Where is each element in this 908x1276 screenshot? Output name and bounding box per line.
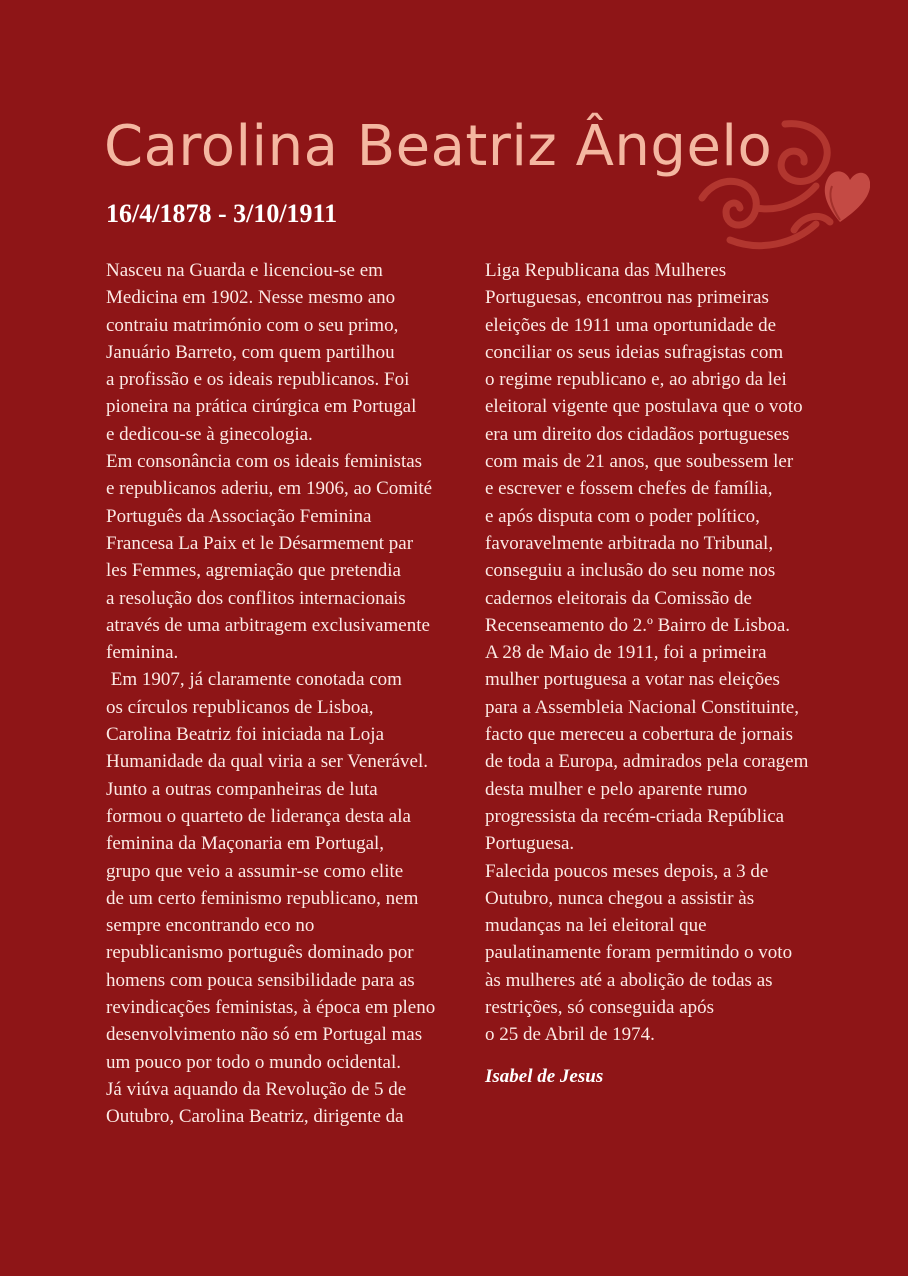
text-line: feminina. xyxy=(106,642,179,664)
text-line: e republicanos aderiu, em 1906, ao Comité xyxy=(106,478,433,500)
text-line: Humanidade da qual viria a ser Venerável. xyxy=(106,751,428,773)
text-line: revindicações feministas, à época em pleno xyxy=(106,997,436,1019)
text-line: Outubro, Carolina Beatriz, dirigente da xyxy=(106,1106,404,1128)
text-line: a resolução dos conflitos internacionais xyxy=(106,587,406,609)
text-line: cadernos eleitorais da Comissão de xyxy=(485,587,752,609)
text-line: Januário Barreto, com quem partilhou xyxy=(106,341,395,363)
text-line: e dedicou-se à ginecologia. xyxy=(106,423,313,445)
text-line: de toda a Europa, admirados pela coragem xyxy=(485,751,809,773)
text-line: desta mulher e pelo aparente rumo xyxy=(485,778,748,800)
text-line: formou o quarteto de liderança desta ala xyxy=(106,805,411,827)
text-line: os círculos republicanos de Lisboa, xyxy=(106,696,374,718)
text-line: Português da Associação Feminina xyxy=(106,505,372,527)
text-line: Já viúva aquando da Revolução de 5 de xyxy=(106,1078,407,1100)
text-line: progressista da recém-criada República xyxy=(485,805,785,827)
text-line: A 28 de Maio de 1911, foi a primeira xyxy=(485,642,767,664)
text-line: Recenseamento do 2.º Bairro de Lisboa. xyxy=(485,614,791,636)
text-line: Portuguesa. xyxy=(485,833,575,855)
article-left-column xyxy=(106,257,451,1131)
text-line: eleições de 1911 uma oportunidade de xyxy=(485,314,777,336)
text-line: e escrever e fossem chefes de família, xyxy=(485,478,773,500)
text-line: pioneira na prática cirúrgica em Portugal xyxy=(106,396,417,418)
text-line: mudanças na lei eleitoral que xyxy=(485,915,707,937)
text-line: o 25 de Abril de 1974. xyxy=(485,1024,655,1046)
text-line: Em 1907, já claramente conotada com xyxy=(106,669,402,691)
text-line: facto que mereceu a cobertura de jornais xyxy=(485,724,794,746)
article-right-column xyxy=(485,257,830,1090)
text-line: Medicina em 1902. Nesse mesmo ano xyxy=(106,287,396,309)
text-line: Em consonância com os ideais feministas xyxy=(106,451,423,473)
text-line: feminina da Maçonaria em Portugal, xyxy=(106,833,385,855)
text-line: mulher portuguesa a votar nas eleições xyxy=(485,669,780,691)
text-line: com mais de 21 anos, que soubessem ler xyxy=(485,451,794,473)
text-line: paulatinamente foram permitindo o voto xyxy=(485,942,793,964)
text-line: grupo que veio a assumir-se como elite xyxy=(106,860,404,882)
text-line: homens com pouca sensibilidade para as xyxy=(106,969,415,991)
text-line: sempre encontrando eco no xyxy=(106,915,315,937)
text-line: les Femmes, agremiação que pretendia xyxy=(106,560,401,582)
text-line: Falecida poucos meses depois, a 3 de xyxy=(485,860,769,882)
text-line: republicanismo português dominado por xyxy=(106,942,414,964)
text-line: Portuguesas, encontrou nas primeiras xyxy=(485,287,769,309)
article-dates: 16/4/1878 - 3/10/1911 xyxy=(106,199,338,228)
text-line: desenvolvimento não só em Portugal mas xyxy=(106,1024,423,1046)
text-line: Outubro, nunca chegou a assistir às xyxy=(485,887,755,909)
text-line: às mulheres até a abolição de todas as xyxy=(485,969,773,991)
text-line: Liga Republicana das Mulheres xyxy=(485,260,727,281)
text-line: restrições, só conseguida após xyxy=(485,997,714,1019)
text-line: favoravelmente arbitrada no Tribunal, xyxy=(485,532,774,554)
text-line: conciliar os seus ideias sufragistas com xyxy=(485,341,784,363)
text-line: eleitoral vigente que postulava que o voto xyxy=(485,396,803,418)
article-author: Isabel de Jesus xyxy=(485,1065,604,1087)
text-line: era um direito dos cidadãos portugueses xyxy=(485,423,790,445)
text-line: Nasceu na Guarda e licenciou-se em xyxy=(106,260,383,281)
text-line: Junto a outras companheiras de luta xyxy=(106,778,378,800)
text-line: Francesa La Paix et le Désarmement par xyxy=(106,532,414,554)
text-line: através de uma arbitragem exclusivamente xyxy=(106,614,430,636)
text-line: conseguiu a inclusão do seu nome nos xyxy=(485,560,776,582)
text-line: de um certo feminismo republicano, nem xyxy=(106,887,419,909)
text-line: para a Assembleia Nacional Constituinte, xyxy=(485,696,799,718)
text-line: contraiu matrimónio com o seu primo, xyxy=(106,314,399,336)
text-line: Carolina Beatriz foi iniciada na Loja xyxy=(106,724,385,746)
article-title: Carolina Beatriz Ângelo xyxy=(104,114,773,179)
text-line: um pouco por todo o mundo ocidental. xyxy=(106,1051,401,1073)
text-line: e após disputa com o poder político, xyxy=(485,505,760,527)
text-line: a profissão e os ideais republicanos. Foi xyxy=(106,369,410,391)
text-line: o regime republicano e, ao abrigo da lei xyxy=(485,369,787,391)
